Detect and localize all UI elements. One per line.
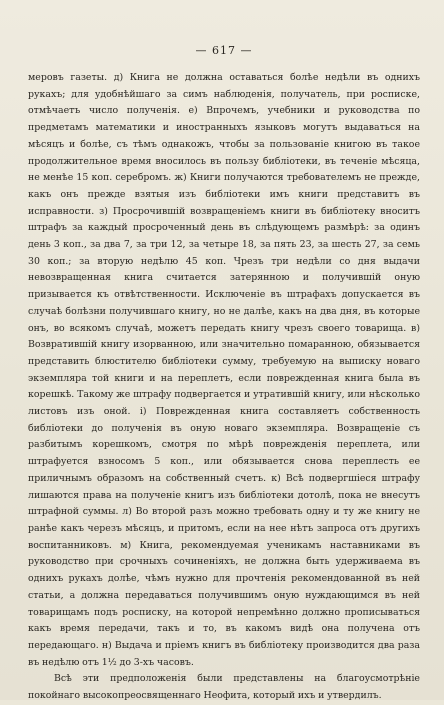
- body-text: [28, 70, 420, 705]
- paragraph-rules: меровъ газеты. д) Книга не должна оставаться болѣе недѣли въ однихъ рукахъ; для удобнѣйшаго за симъ наблюденія, получатель, при росписке, отмѣчаетъ число полученія. е) Впрочемъ, учебники и руководства по предметамъ математики и иностранныхъ языковъ могутъ выдаваться на мѣсяцъ и болѣе, съ тѣмъ однакожъ, чтобы за пользованіе книгою въ такое продолжительное время вносилось въ пользу библіотеки, въ теченіе мѣсяца, не менѣе 15 коп. серебромъ. ж) Книги получаются требователемъ не прежде, какъ онъ прежде взятыя изъ библіотеки имъ книги представитъ въ исправности. з) Просрочившій возвращеніемъ книги въ библіотеку вноситъ штрафъ за каждый просроченный день въ слѣдующемъ размѣрѣ: за одинъ день 3 коп., за два 7, за три 12, за четыре 18, за пять 23, за шесть 27, за семь 30 коп.; за вторую недѣлю 45 коп. Чрезъ три недѣли со дня выдачи невозвращенная книга считается затерянною и получившій оную призывается къ отвѣтственности. Исключеніе въ штрафахъ допускается въ случаѣ болѣзни получившаго книгу, но не далѣе, какъ на два дня, въ которые онъ, во всякомъ случаѣ, можетъ передать книгу чрезъ своего товарища. в) Возвратившій книгу изорванною, или значительно помаранною, обязывается представить блюстителю библіотеки сумму, требуемую на выписку новаго экземпляра той книги и на переплетъ, если поврежденная книга была въ корешкѣ. Такому же штрафу подвергается и утратившій книгу, или нѣсколько листовъ изъ оной. і) Поврежденная книга составляетъ собственность библіотеки до полученія въ оную новаго экземпляра. Возвращеніе съ разбитымъ корешкомъ, смотря по мѣрѣ поврежденія переплета, или штрафуется взносомъ 5 коп., или обязывается снова переплесть ее приличнымъ образомъ на собственный счетъ. к) Всѣ подвергшіеся штрафу лишаются права на полученіе книгъ изъ библіотеки дотолѣ, пока не внесутъ штрафной суммы. л) Во второй разъ можно требовать одну и ту же книгу не ранѣе какъ черезъ мѣсяцъ, и притомъ, если на нее нѣтъ запроса отъ другихъ воспитанниковъ. м) Книга, рекомендуемая ученикамъ наставниками въ руководство при срочныхъ сочиненіяхъ, не должна быть удерживаема въ однихъ рукахъ долѣе, чѣмъ нужно для прочтенія рекомендованной въ ней статьи, а должна передаваться получившимъ оную нуждающимся въ ней товарищамъ подъ росписку, на которой непремѣнно должно прописываться какъ время передачи, такъ и то, въ какомъ видѣ она получена отъ передающаго. н) Выдача и пріемъ книгъ въ библіотеку производится два раза въ недѣлю отъ 1½ до 3-хъ часовъ.: [28, 72, 420, 668]
- paragraph-approval: Всѣ эти предположенія были представлены на благоусмотрѣніе покойнаго высокопреосвященнаго Неофита, который ихъ и утвердилъ.: [28, 673, 420, 702]
- page-number: — 617 —: [195, 44, 253, 57]
